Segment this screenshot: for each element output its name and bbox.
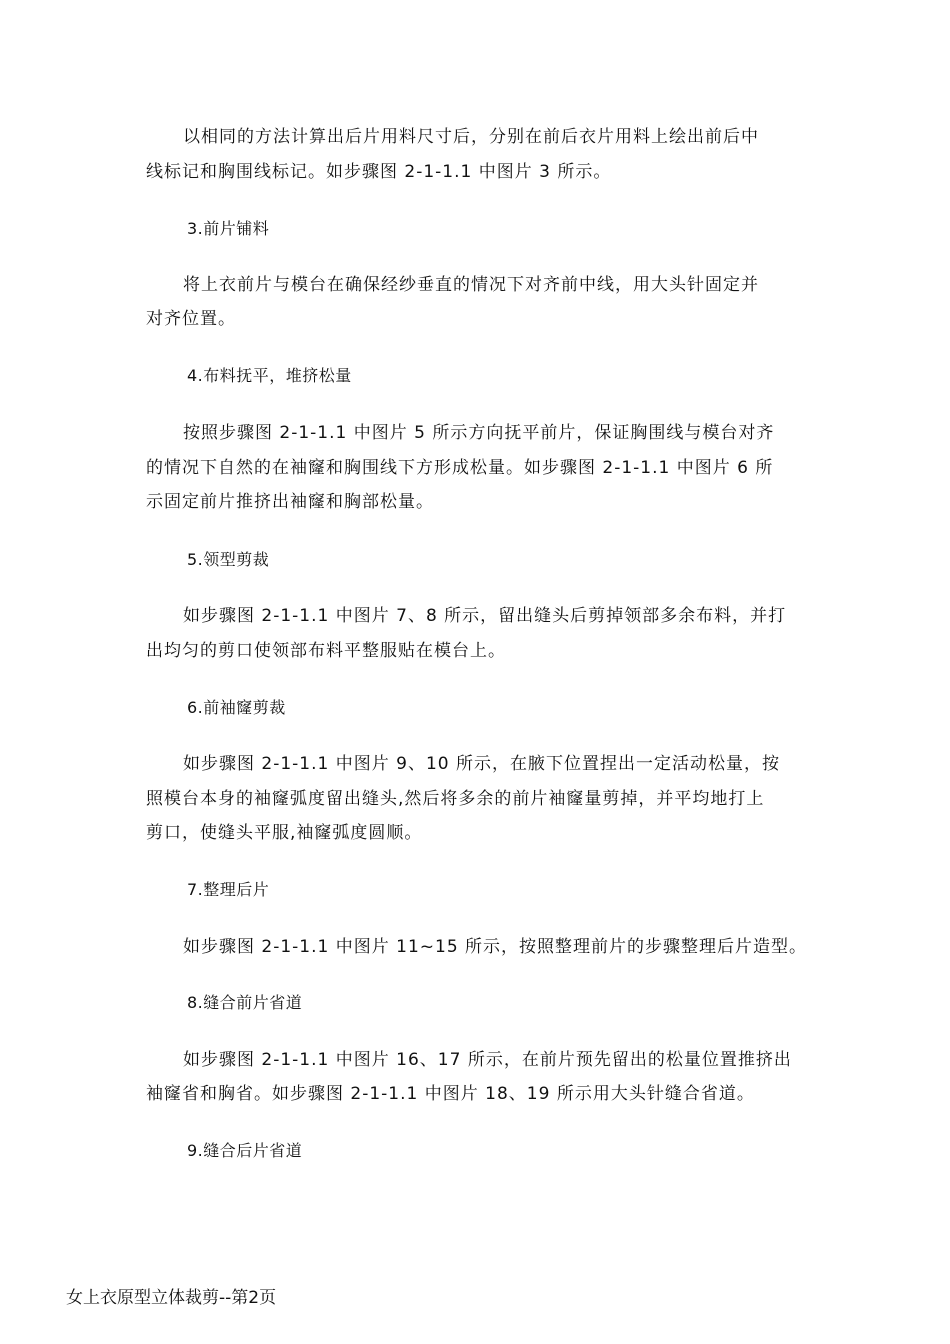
paragraph-line: 将上衣前片与模台在确保经纱垂直的情况下对齐前中线，用大头针固定并 — [183, 275, 759, 295]
paragraph-line: 如步骤图 2-1-1.1 中图片 16、17 所示，在前片预先留出的松量位置推挤出 — [183, 1050, 792, 1070]
page-footer: 女上衣原型立体裁剪--第2页 — [66, 1288, 277, 1308]
section-heading-7: 7.整理后片 — [187, 880, 270, 899]
paragraph-line: 袖窿省和胸省。如步骤图 2-1-1.1 中图片 18、19 所示用大头针缝合省道。 — [146, 1084, 755, 1104]
section-heading-4: 4.布料抚平，堆挤松量 — [187, 366, 352, 385]
paragraph-line: 如步骤图 2-1-1.1 中图片 7、8 所示，留出缝头后剪掉领部多余布料，并打 — [183, 606, 787, 626]
section-heading-5: 5.领型剪裁 — [187, 550, 270, 569]
section-heading-3: 3.前片铺料 — [187, 219, 270, 238]
paragraph-line: 对齐位置。 — [146, 309, 236, 329]
paragraph-line: 以相同的方法计算出后片用料尺寸后，分别在前后衣片用料上绘出前后中 — [183, 127, 759, 147]
paragraph-line: 出均匀的剪口使领部布料平整服贴在模台上。 — [146, 641, 506, 661]
paragraph-line: 线标记和胸围线标记。如步骤图 2-1-1.1 中图片 3 所示。 — [146, 162, 612, 182]
paragraph-line: 如步骤图 2-1-1.1 中图片 11~15 所示，按照整理前片的步骤整理后片造型。 — [183, 937, 808, 957]
paragraph-line: 如步骤图 2-1-1.1 中图片 9、10 所示，在腋下位置捏出一定活动松量，按 — [183, 754, 780, 774]
section-heading-8: 8.缝合前片省道 — [187, 993, 303, 1012]
paragraph-line: 按照步骤图 2-1-1.1 中图片 5 所示方向抚平前片，保证胸围线与模台对齐 — [183, 423, 775, 443]
paragraph-line: 剪口，使缝头平服,袖窿弧度圆顺。 — [146, 823, 423, 843]
paragraph-line: 示固定前片推挤出袖窿和胸部松量。 — [146, 492, 434, 512]
section-heading-6: 6.前袖窿剪裁 — [187, 698, 286, 717]
paragraph-line: 的情况下自然的在袖窿和胸围线下方形成松量。如步骤图 2-1-1.1 中图片 6 所 — [146, 458, 774, 478]
paragraph-line: 照模台本身的袖窿弧度留出缝头,然后将多余的前片袖窿量剪掉，并平均地打上 — [146, 789, 765, 809]
section-heading-9: 9.缝合后片省道 — [187, 1141, 303, 1160]
